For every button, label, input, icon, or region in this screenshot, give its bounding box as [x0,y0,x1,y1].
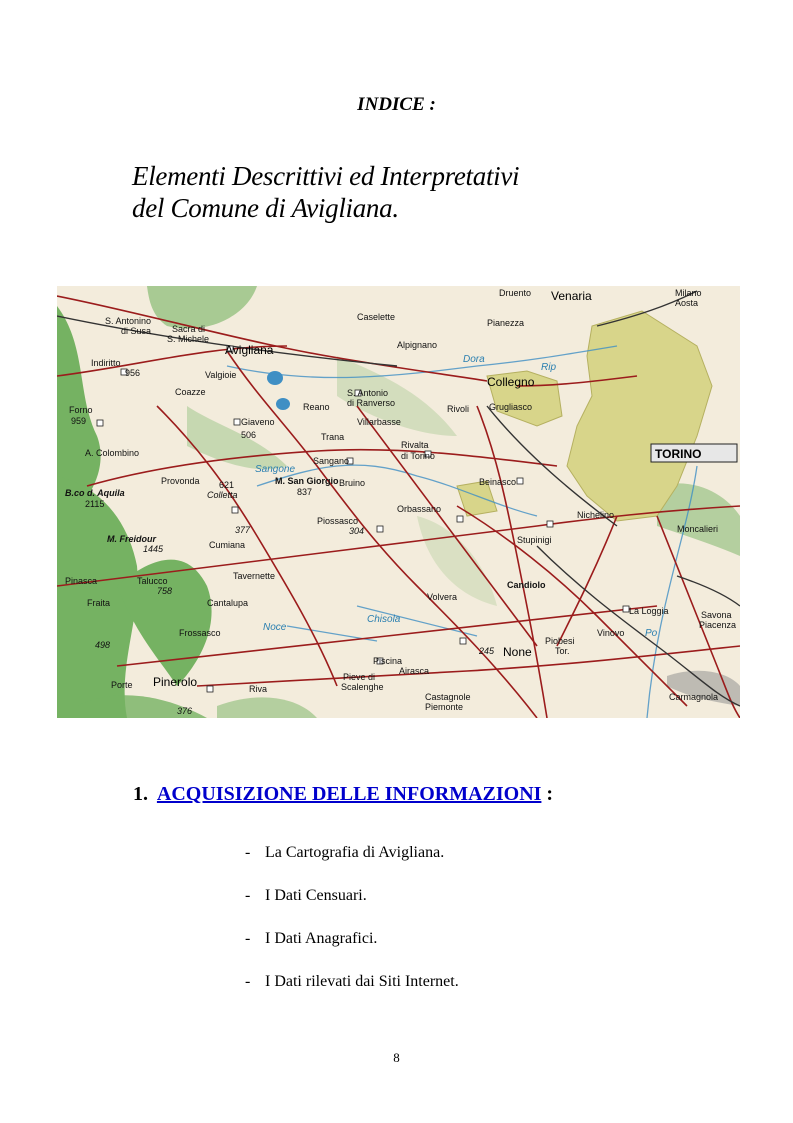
town-label: Carmagnola [669,692,719,702]
town-label: Moncalieri [677,524,719,534]
town-label: 2115 [85,499,105,509]
list-item [245,930,459,973]
town-label: Beinasco [479,477,517,487]
town-label: Provonda [161,476,200,486]
river-label: Sangone [255,464,296,475]
town-label: Druento [499,288,532,298]
town-label: di Susa [121,326,152,336]
town-label: Grugliasco [489,402,533,412]
town-label: Milano [675,288,702,298]
river-label: Chisola [367,614,401,625]
list-item-text: I Dati Censuari. [265,887,367,904]
town-label: Savona [701,610,732,620]
list-item [245,887,459,930]
town-label: Fraita [87,598,111,608]
list-item-text: I Dati Anagrafici. [265,930,378,947]
town-label: Volvera [427,592,458,602]
town-label: Giaveno [241,417,275,427]
town-label: Villarbasse [357,417,401,427]
town-label: Castagnole [425,692,471,702]
town-label: Pinasca [65,576,98,586]
town-label: 377 [235,525,251,535]
index-heading: INDICE : [357,94,436,115]
town-label: Reano [303,402,330,412]
town-label: Collegno [487,375,535,389]
town-label: Piossasco [317,516,359,526]
town-label: Venaria [551,289,592,303]
town-label: Cantalupa [207,598,249,608]
town-label: di Ranverso [347,398,396,408]
area-map [57,286,740,718]
town-label: Sacra di [172,324,206,334]
town-label: Piacenza [699,620,737,630]
town-label: Nichelino [577,510,615,520]
town-label: B.co d. Aquila [65,488,125,498]
town-label: 758 [157,586,173,596]
town-label: Forno [69,405,93,415]
town-label: M. Freidour [107,534,156,544]
town-label: La Loggia [629,606,669,616]
town-label: Indiritto [91,358,121,368]
town-label: 376 [177,706,193,716]
river-label: Dora [463,354,485,365]
town-label: 245 [479,646,495,656]
town-label: Tavernette [233,571,276,581]
list-item-text: La Cartografia di Avigliana. [265,844,445,861]
town-label: S. Antonino [105,316,152,326]
town-label: 956 [125,368,141,378]
town-label: Valgioie [205,370,237,380]
town-label: Talucco [137,576,168,586]
town-label: 837 [297,487,313,497]
section-heading [133,783,553,806]
town-label: 304 [349,526,365,536]
list-item-text: I Dati rilevati dai Siti Internet. [265,973,459,990]
subtitle-line-1: Elementi Descrittivi ed Interpretativi [132,161,520,191]
town-label: Rivoli [447,404,470,414]
town-label: Porte [111,680,133,690]
town-label: TORINO [655,447,702,461]
river-label: Noce [263,622,287,633]
river-label: Po [645,628,658,639]
town-label: Trana [321,432,345,442]
town-label: Pianezza [487,318,525,328]
town-label: 621 [219,480,235,490]
town-label: 506 [241,430,257,440]
town-label: Stupinigi [517,535,552,545]
town-label: Piemonte [425,702,464,712]
town-label: Avigliana [225,343,274,357]
page-number: 8 [393,1050,400,1065]
town-label: A. Colombino [85,448,140,458]
list-item [245,844,459,887]
town-label: Riva [249,684,268,694]
town-label: Pinerolo [153,675,198,689]
list-item [245,973,459,1016]
section-item-list [245,844,459,1016]
town-label: Sangano [313,456,350,466]
town-label: Piobesi [545,636,575,646]
town-label: 498 [95,640,111,650]
town-label: 1445 [143,544,164,554]
town-label: S. Michele [167,334,210,344]
town-label: Caselette [357,312,396,322]
river-label: Rip [541,362,557,373]
town-label: Aosta [675,298,699,308]
town-label: Orbassano [397,504,442,514]
town-label: Tor. [555,646,570,656]
list-dash: - [245,973,251,990]
town-label: di Torino [401,451,435,461]
town-label: Vinovo [597,628,625,638]
town-label: Coazze [175,387,206,397]
town-label: Candiolo [507,580,546,590]
town-label: Frossasco [179,628,221,638]
town-label: Alpignano [397,340,438,350]
town-label: Rivalta [401,440,429,450]
subtitle-line-2: del Comune di Avigliana. [132,193,399,223]
town-label: Bruino [339,478,366,488]
town-label: Pieve di [343,672,376,682]
section-title-link[interactable]: ACQUISIZIONE DELLE INFORMAZIONI [156,783,542,805]
town-label: Airasca [399,666,430,676]
town-label: Colletta [207,490,238,500]
section-number: 1. [133,783,148,805]
town-label: 959 [71,416,87,426]
town-label: Scalenghe [341,682,384,692]
town-label: M. San Giorgio [275,476,339,486]
town-label: None [503,645,532,659]
town-label: Cumiana [209,540,246,550]
list-dash: - [245,930,251,947]
section-suffix: : [546,783,554,805]
town-label: Piscina [373,656,403,666]
list-dash: - [245,844,251,861]
document-subtitle [132,160,519,224]
town-label: S. Antonio [347,388,389,398]
list-dash: - [245,887,251,904]
